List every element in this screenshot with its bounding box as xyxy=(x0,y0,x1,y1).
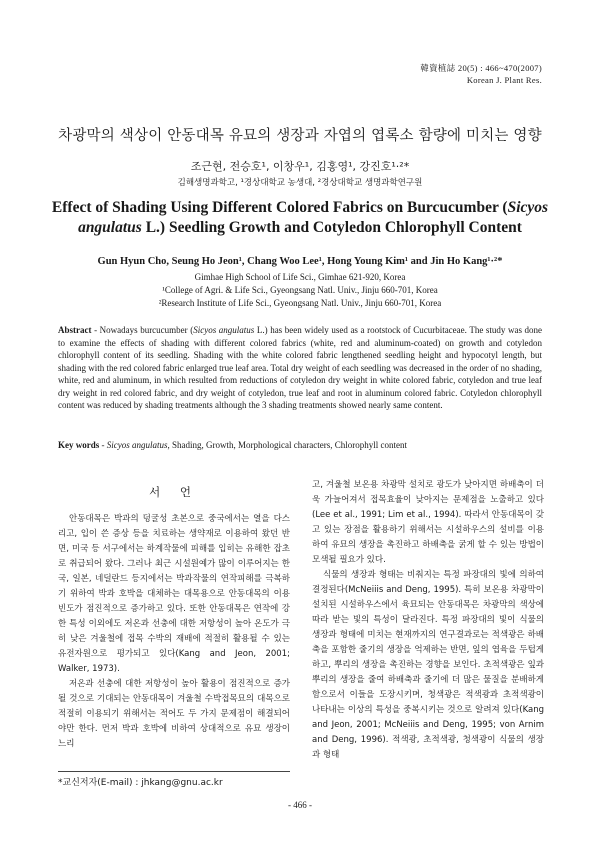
footnote-divider xyxy=(58,771,290,772)
body-paragraph: 식물의 생장과 형태는 비춰지는 특정 파장대의 빛에 의하여 결정된다(McNeiiis and Deng, 1995). 특히 보온용 차광막이 설치된 시설하우스에서 육묘되는 안동대목은 차광막의 색상에 따라 받는 빛의 특성이 달라진다. 특정 파장대의 빛이 식물의 생장과 형태에 미치는 현재까지의 연구결과로는 적색광은 하배축을 포함한 줄기의 생장을 억제하는 반면, 잎의 엽육을 두텁게 하고, 뿌리의 생장을 촉진하는 경향을 보인다. 초적색광은 잎과 뿌리의 생장을 줄여 하배축과 줄기에 더 많은 물질을 분배하게 함으로서 이들을 도장시키며, 청색광은 적색광과 초적색광이 나타내는 이상의 특성을 중복시키는 것으로 알려져 있다(Kang and Jeon, 2001; McNeiiis and Deng, 1995; von Arnim and Deng, 1996). 적색광, 초적색광, 청색광이 식물의 생장과 형태 xyxy=(312,570,544,760)
section-heading-introduction: 서 언 xyxy=(149,485,199,499)
korean-authors: 조근현, 전승호¹, 이창우¹, 김홍영¹, 강진호¹·²* xyxy=(190,160,410,173)
korean-affiliations: 김해생명과학고, ¹경상대학교 농생대, ²경상대학교 생명과학연구원 xyxy=(177,178,423,188)
abstract-species: Sicyos angulatus xyxy=(193,325,255,335)
affiliation-line: ¹College of Agri. & Life Sci., Gyeongsang Natl. Univ., Jinju 660-701, Korea xyxy=(162,285,438,295)
english-title-part1: Effect of Shading Using Different Colored Fabrics on Burcucumber ( xyxy=(51,199,508,216)
keywords-list: , Shading, Growth, Morphological characters, Chlorophyll content xyxy=(167,440,407,450)
english-title-species: Sicyos angulatus xyxy=(78,199,549,236)
body-paragraph: 안동대목은 박과의 덩굴성 초본으로 중국에서는 열을 다스리고, 입이 쓴 증상 등을 치료하는 생약재로 이용하여 왔던 반면, 미국 등 서구에서는 하계작물에 피해를 입히는 유해한 잡초로 취급되어 왔다. 그러나 최근 시설원예가 많이 이루어지는 한국, 일본, 네덜란드 등지에서는 박과작물의 연작피해를 극복하기 위하여 박과 호박을 대체하는 대목용으로 안동대목의 이용 빈도가 점진적으로 증가하고 있다. 또한 안동대목은 연작에 강한 특성 이외에도 저온과 선충에 대한 저항성이 높아 온도가 극히 낮은 겨울철에 접목 수박의 재배에 적절히 활용될 수 있는 유전자원으로 평가되고 있다(Kang and Jeon, 2001; Walker, 1973). xyxy=(58,514,290,674)
journal-volume-line: 韓資植誌 20(5) : 466~470(2007) xyxy=(420,63,542,73)
body-paragraph: 고, 겨울철 보온용 차광막 설치로 광도가 낮아지면 하배축이 더욱 가늘어져서 접목효율이 낮아지는 문제점을 노출하고 있다 (Lee et al., 1991; Lim et al., 1994). 따라서 안동대목이 갖고 있는 장점을 활용하기 위해서는 시설하우스의 설비를 이용하여 유묘의 생장을 촉진하고 하배축을 굵게 할 수 있는 방법이 모색될 필요가 있다. xyxy=(312,480,544,565)
keywords xyxy=(58,440,542,450)
abstract xyxy=(58,324,542,412)
keywords-sep: - xyxy=(99,440,107,450)
journal-name-line: Korean J. Plant Res. xyxy=(466,75,542,85)
korean-title: 차광막의 색상이 안동대목 유묘의 생장과 자엽의 엽록소 함량에 미치는 영향 xyxy=(58,128,542,144)
keywords-label: Key words xyxy=(58,440,100,450)
affiliation-line: Gimhae High School of Life Sci., Gimhae 621-920, Korea xyxy=(194,272,406,282)
english-authors: Gun Hyun Cho, Seung Ho Jeon¹, Chang Woo Lee¹, Hong Young Kim¹ and Jin Ho Kang¹·²* xyxy=(97,256,503,267)
journal-citation xyxy=(420,62,542,86)
body-paragraph: 저온과 선충에 대한 저항성이 높아 활용이 점진적으로 증가될 것으로 기대되는 안동대목이 겨울철 수박접목묘의 대목으로 적절히 이용되기 위해서는 적어도 두 가지 문제점이 해결되어야만 한다. 먼저 박과 호박에 비하여 상대적으로 유묘 생장이 느리 xyxy=(58,679,290,749)
abstract-label: Abstract xyxy=(58,325,92,335)
affiliation-line: ²Research Institute of Life Sci., Gyeongsang Natl. Univ., Jinju 660-701, Korea xyxy=(158,298,442,308)
right-column xyxy=(312,478,544,763)
abstract-text-b: L.) has been widely used as a rootstock of Cucurbitaceae. The study was done to examine the effects of shading with different colored fabrics (white, red and aluminum-coated) on growth and cotyledon chlorophyll content of its seedling. Shading with the white colored fabric lengthened seedling height and hypocotyl length, but shading with the red colored fabric enlarged true leaf area. Total dry weight of each seedling was decreased in the order of no shading, white, red and aluminum, in which resulted from reductions of cotyledon dry weight in white colored fabric, cotyledon and true leaf dry weight in red colored fabric, and dry weight of cotyledon, true leaf and root in aluminum colored fabric. Cotyledon chlorophyll content was reduced by shading treatments although the 3 shading treatments showed nearly same content. xyxy=(58,325,543,410)
english-title xyxy=(50,198,550,238)
page-number: - 466 - xyxy=(288,800,312,810)
abstract-text-a: - Nowadays burcucumber ( xyxy=(91,325,194,335)
english-title-part2: L.) Seedling Growth and Cotyledon Chlorophyll Content xyxy=(141,219,522,236)
corresponding-author-footnote: *교신저자(E-mail) : jhkang@gnu.ac.kr xyxy=(58,778,223,788)
english-affiliations xyxy=(0,271,600,310)
left-column xyxy=(58,484,290,752)
keywords-species: Sicyos angulatus xyxy=(106,440,168,450)
